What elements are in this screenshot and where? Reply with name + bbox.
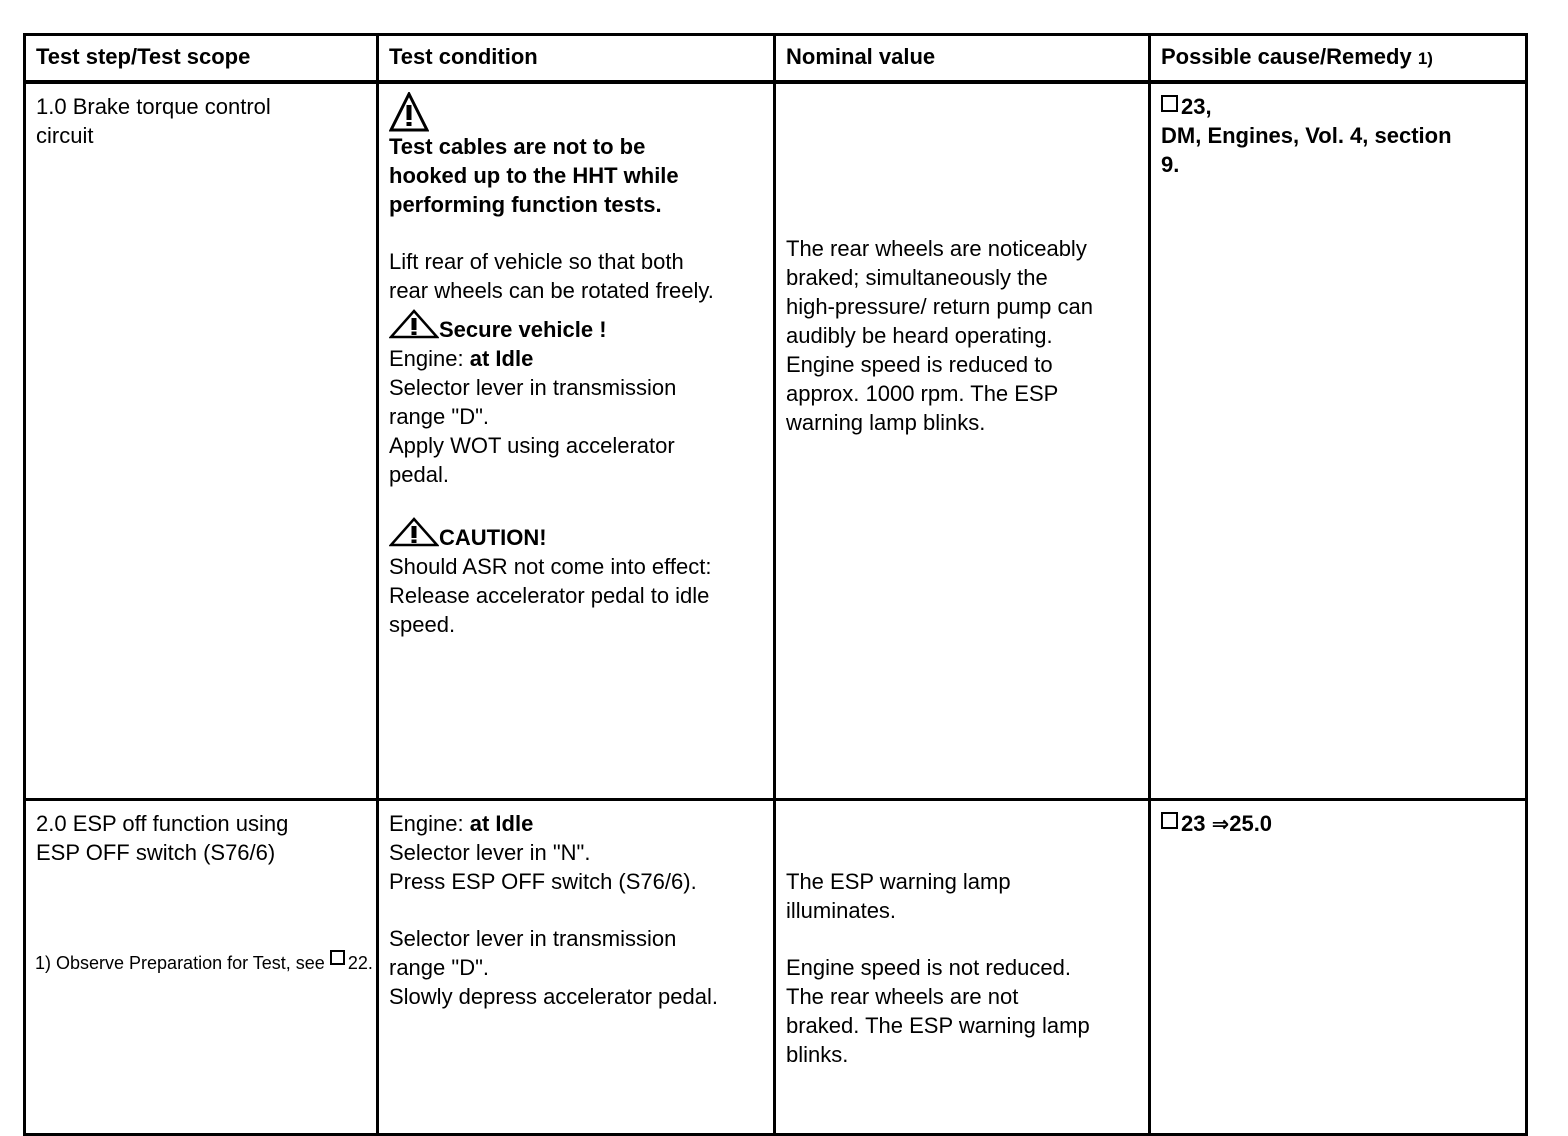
page-reference-box-icon bbox=[1161, 95, 1178, 112]
caution-line bbox=[389, 517, 763, 552]
right-double-arrow-icon: ⇒ bbox=[1211, 812, 1230, 836]
row2-possible-cause bbox=[1150, 800, 1527, 1135]
page-reference-box-icon bbox=[1161, 812, 1178, 829]
footnote bbox=[35, 950, 373, 975]
row2-nominal-value bbox=[775, 800, 1150, 1135]
condition-line: Apply WOT using accelerator bbox=[389, 433, 675, 458]
nominal-line: illuminates. bbox=[786, 898, 897, 923]
engine-label: Engine: bbox=[389, 811, 470, 836]
nominal-line: braked. The ESP warning lamp bbox=[786, 1013, 1090, 1038]
condition-line: Selector lever in "N". bbox=[389, 840, 591, 865]
condition-line: pedal. bbox=[389, 462, 449, 487]
condition-line: Lift rear of vehicle so that both bbox=[389, 249, 684, 274]
table-header-row bbox=[25, 35, 1527, 83]
condition-line: range "D". bbox=[389, 955, 489, 980]
engine-line bbox=[389, 344, 763, 373]
nominal-line: The ESP warning lamp bbox=[786, 869, 1011, 894]
warning-triangle-icon bbox=[389, 309, 439, 339]
row2-test-condition bbox=[378, 800, 775, 1135]
nominal-line: audibly be heard operating. bbox=[786, 323, 1053, 348]
header-nominal-value: Nominal value bbox=[775, 35, 1150, 83]
cause-reference bbox=[1161, 92, 1515, 121]
warning-title-line: performing function tests. bbox=[389, 192, 662, 217]
header-possible-cause: Possible cause/Remedy 1) bbox=[1150, 35, 1527, 83]
warning-triangle-icon bbox=[389, 517, 439, 547]
header-test-condition: Test condition bbox=[378, 35, 775, 83]
footnote-text: 1) Observe Preparation for Test, see bbox=[35, 953, 330, 973]
nominal-line: The rear wheels are noticeably bbox=[786, 236, 1087, 261]
row1-step-line: circuit bbox=[36, 123, 94, 148]
condition-line: rear wheels can be rotated freely. bbox=[389, 278, 714, 303]
footnote-ref[interactable]: 22 bbox=[347, 953, 368, 973]
row1-possible-cause bbox=[1150, 82, 1527, 800]
warning-triangle-icon bbox=[389, 92, 429, 132]
condition-line: Release accelerator pedal to idle bbox=[389, 583, 710, 608]
engine-line bbox=[389, 809, 763, 838]
row1-test-condition bbox=[378, 82, 775, 800]
nominal-line: Engine speed is reduced to bbox=[786, 352, 1053, 377]
cause-target-step[interactable]: 25.0 bbox=[1229, 811, 1273, 836]
nominal-line: blinks. bbox=[786, 1042, 849, 1067]
cause-ref-number[interactable]: 23 bbox=[1181, 811, 1206, 836]
nominal-line: high-pressure/ return pump can bbox=[786, 294, 1093, 319]
engine-value: at Idle bbox=[469, 346, 534, 371]
row2-step-line: 2.0 ESP off function using bbox=[36, 811, 289, 836]
condition-line: Press ESP OFF switch (S76/6). bbox=[389, 869, 697, 894]
header-test-step: Test step/Test scope bbox=[25, 35, 378, 83]
row2-step-line: ESP OFF switch (S76/6) bbox=[36, 840, 276, 865]
warning-title-line: hooked up to the HHT while bbox=[389, 163, 679, 188]
nominal-line: Engine speed is not reduced. bbox=[786, 955, 1071, 980]
engine-value: at Idle bbox=[469, 811, 534, 836]
condition-line: speed. bbox=[389, 612, 456, 637]
secure-vehicle-label: Secure vehicle ! bbox=[439, 317, 607, 342]
table-row bbox=[25, 82, 1527, 800]
condition-line: Selector lever in transmission bbox=[389, 926, 677, 951]
nominal-line: warning lamp blinks. bbox=[786, 410, 986, 435]
footnote-end: . bbox=[367, 953, 373, 973]
row1-step-line: 1.0 Brake torque control bbox=[36, 94, 271, 119]
engine-label: Engine: bbox=[389, 346, 470, 371]
cause-line: DM, Engines, Vol. 4, section bbox=[1161, 123, 1452, 148]
condition-line: Slowly depress accelerator pedal. bbox=[389, 984, 718, 1009]
header-footnote-marker: 1) bbox=[1417, 49, 1433, 68]
cause-reference bbox=[1161, 809, 1515, 839]
nominal-line: braked; simultaneously the bbox=[786, 265, 1048, 290]
caution-label: CAUTION! bbox=[439, 525, 547, 550]
secure-vehicle-line bbox=[389, 309, 763, 344]
warning-title-line: Test cables are not to be bbox=[389, 134, 646, 159]
condition-line: range "D". bbox=[389, 404, 489, 429]
nominal-line: approx. 1000 rpm. The ESP bbox=[786, 381, 1059, 406]
nominal-line: The rear wheels are not bbox=[786, 984, 1019, 1009]
row1-test-step bbox=[25, 82, 378, 800]
condition-line: Selector lever in transmission bbox=[389, 375, 677, 400]
page-reference-box-icon bbox=[330, 950, 345, 965]
row1-nominal-value bbox=[775, 82, 1150, 800]
condition-line: Should ASR not come into effect: bbox=[389, 554, 712, 579]
cause-ref-number[interactable]: 23, bbox=[1181, 94, 1212, 119]
cause-line: 9. bbox=[1161, 152, 1180, 177]
